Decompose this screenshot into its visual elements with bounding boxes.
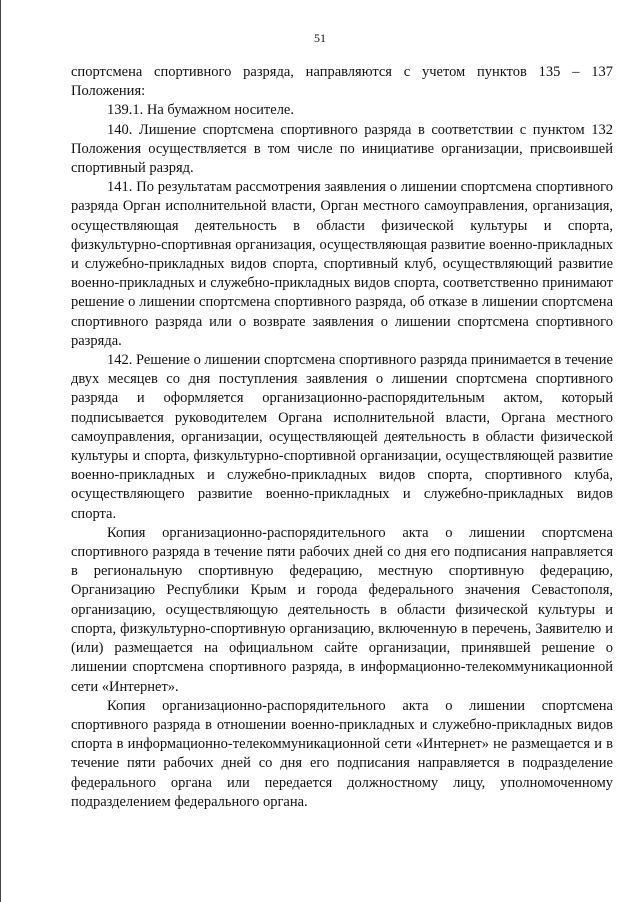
paragraph-142: 142. Решение о лишении спортсмена спортивного разряда принимается в течение двух месяцев со дня поступления заявления о лишении спортсмена спортивного разряда и оформляется организационно-распорядительным актом, который подписывается руководителем Органа исполнительной власти, Органа местного самоуправления, организации, осуществляющей деятельность в области физической культуры и спорта, физкультурно-спортивной организации, осуществляющей развитие военно-прикладных и служебно-прикладных видов спорта, спортивного клуба, осуществляющего развитие военно-прикладных и служебно-прикладных видов спорта. bbox=[71, 352, 613, 522]
paragraph-continuation: спортсмена спортивного разряда, направляются с учетом пунктов 135 – 137 Положения: bbox=[71, 64, 613, 100]
paragraph-copy-distribution: Копия организационно-распорядительного акта о лишении спортсмена спортивного разряда в течение пяти рабочих дней со дня его подписания направляется в региональную спортивную федерацию, местную спортивную федерацию, Организацию Республики Крым и города федерального значения Севастополя, организацию, осуществляющую деятельность в области физической культуры и спорта, физкультурно-спортивную организацию, включенную в перечень, Заявителю и (или) размещается на официальном сайте организации, принявшей решение о лишении спортсмена спортивного разряда, в информационно-телекоммуникационной сети «Интернет». bbox=[71, 524, 613, 695]
paragraph-copy-military: Копия организационно-распорядительного акта о лишении спортсмена спортивного разряда в отношении военно-прикладных и служебно-прикладных видов спорта в информационно-телекоммуникационной сети «Интернет» не размещается и в течение пяти рабочих дней со дня его подписания направляется в подразделение федерального органа или передается должностному лицу, уполномоченному подразделением федерального органа. bbox=[71, 697, 613, 810]
document-body bbox=[71, 63, 613, 812]
paragraph-141: 141. По результатам рассмотрения заявления о лишении спортсмена спортивного разряда Орган исполнительной власти, Орган местного самоуправления, организация, осуществляющая деятельность в области физической культуры и спорта, физкультурно-спортивная организация, осуществляющая развитие военно-прикладных и служебно-прикладных видов спорта, спортивный клуб, осуществляющий развитие военно-прикладных и служебно-прикладных видов спорта, соответственно принимают решение о лишении спортсмена спортивного разряда, об отказе в лишении спортсмена спортивного разряда или о возврате заявления о лишении спортсмена спортивного разряда. bbox=[71, 179, 613, 349]
paragraph-140: 140. Лишение спортсмена спортивного разряда в соответствии с пунктом 132 Положения осуществляется в том числе по инициативе организации, присвоившей спортивный разряд. bbox=[71, 121, 613, 177]
paragraph-139-1: 139.1. На бумажном носителе. bbox=[107, 102, 294, 119]
scan-edge-line bbox=[0, 0, 1, 902]
page-number: 51 bbox=[314, 31, 326, 45]
